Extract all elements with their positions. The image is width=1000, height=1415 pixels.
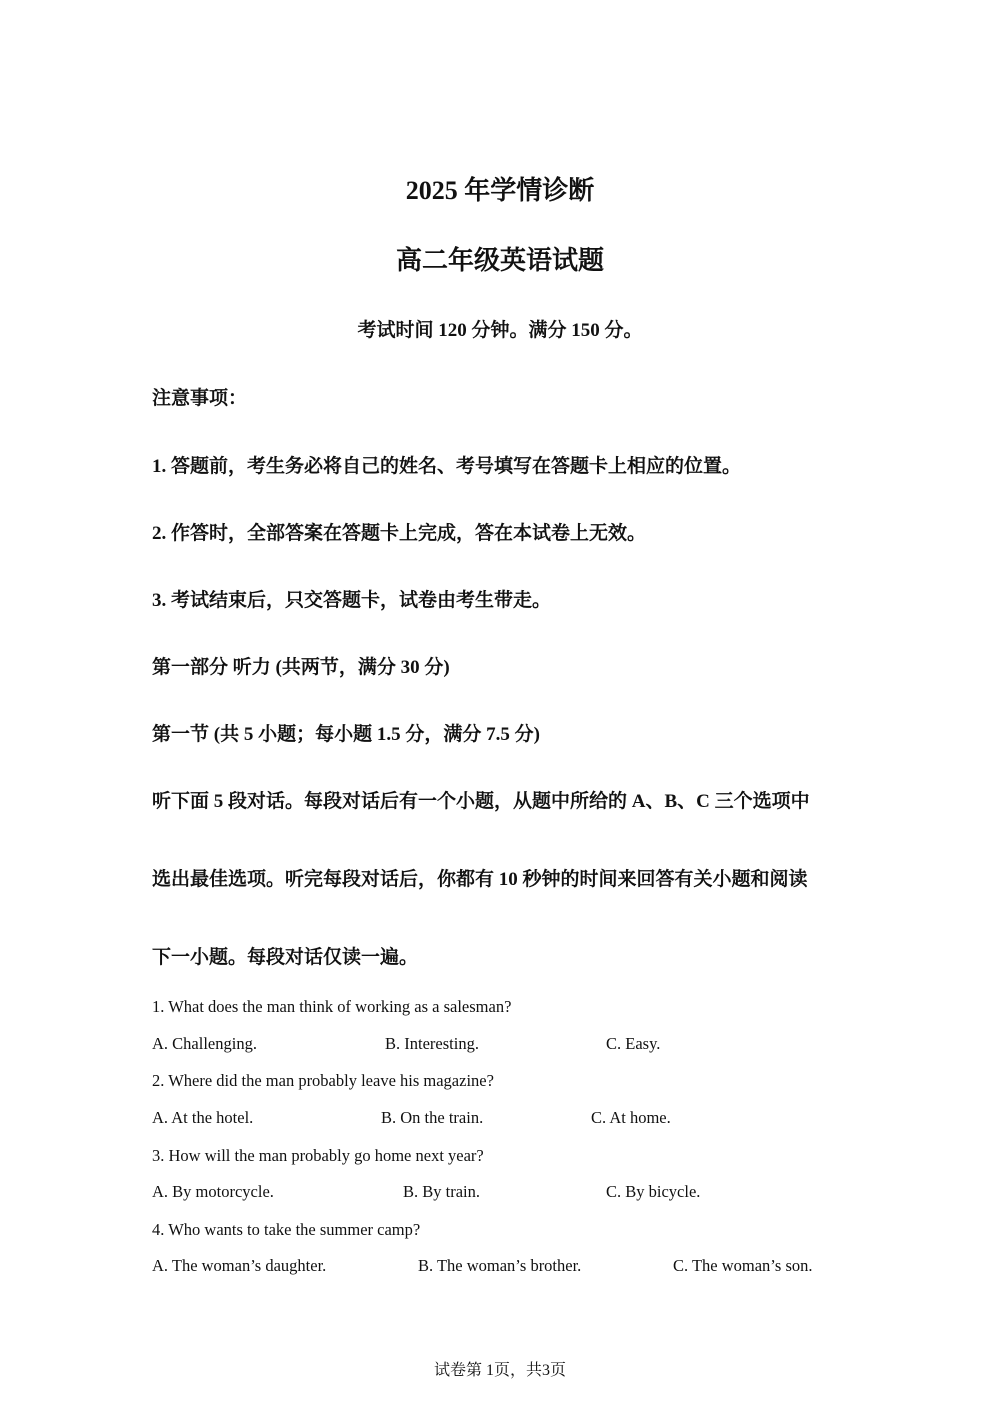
question-2-option-c: C. At home. xyxy=(591,1108,671,1127)
note-item-3: 3. 考试结束后，只交答题卡，试卷由考生带走。 xyxy=(152,590,552,611)
question-3-option-b: B. By train. xyxy=(403,1182,480,1201)
question-3-option-a: A. By motorcycle. xyxy=(152,1182,274,1201)
question-1-option-b: B. Interesting. xyxy=(385,1034,479,1053)
instruction-line-2: 选出最佳选项。听完每段对话后，你都有 10 秒钟的时间来回答有关小题和阅读 xyxy=(152,869,808,890)
note-item-2: 2. 作答时，全部答案在答题卡上完成，答在本试卷上无效。 xyxy=(152,523,647,544)
question-1-stem: 1. What does the man think of working as a salesman? xyxy=(152,997,512,1016)
page-footer: 试卷第 1页，共3页 xyxy=(433,1362,566,1379)
question-4-option-c: C. The woman’s son. xyxy=(673,1256,813,1275)
question-4-stem: 4. Who wants to take the summer camp? xyxy=(152,1220,421,1239)
section1-heading: 第一节 (共 5 小题；每小题 1.5 分，满分 7.5 分) xyxy=(152,724,540,745)
question-3-option-c: C. By bicycle. xyxy=(606,1182,701,1201)
exam-info: 考试时间 120 分钟。满分 150 分。 xyxy=(357,320,643,341)
question-2-option-b: B. On the train. xyxy=(381,1108,484,1127)
instruction-line-1: 听下面 5 段对话。每段对话后有一个小题，从题中所给的 A、B、C 三个选项中 xyxy=(152,791,810,812)
note-item-1: 1. 答题前，考生务必将自己的姓名、考号填写在答题卡上相应的位置。 xyxy=(152,456,742,477)
question-3-stem: 3. How will the man probably go home next year? xyxy=(152,1146,484,1165)
part1-heading: 第一部分 听力 (共两节，满分 30 分) xyxy=(152,657,450,678)
question-1-option-c: C. Easy. xyxy=(606,1034,661,1053)
question-4-option-a: A. The woman’s daughter. xyxy=(152,1256,327,1275)
notes-heading: 注意事项： xyxy=(152,388,248,409)
question-4-option-b: B. The woman’s brother. xyxy=(418,1256,582,1275)
instruction-line-3: 下一小题。每段对话仅读一遍。 xyxy=(152,947,419,968)
exam-title: 2025 年学情诊断 xyxy=(405,176,595,205)
question-2-stem: 2. Where did the man probably leave his magazine? xyxy=(152,1071,494,1090)
question-1-option-a: A. Challenging. xyxy=(152,1034,257,1053)
exam-subtitle: 高二年级英语试题 xyxy=(395,246,604,275)
question-2-option-a: A. At the hotel. xyxy=(152,1108,254,1127)
